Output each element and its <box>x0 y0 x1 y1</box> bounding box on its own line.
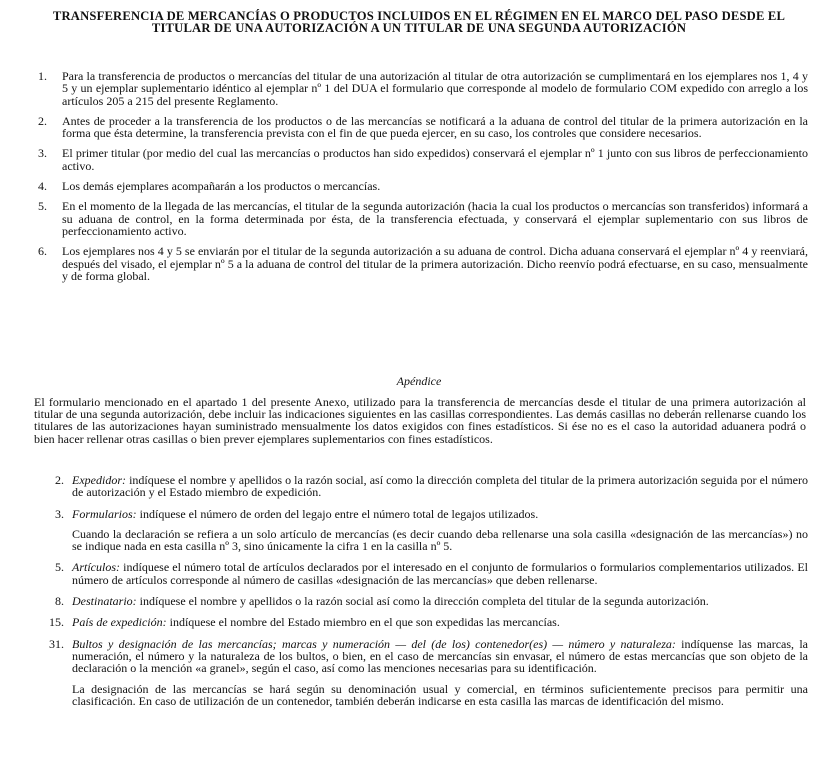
list-item <box>38 245 808 282</box>
item-text: Los demás ejemplares acompañarán a los productos o mercancías. <box>62 179 381 194</box>
appendix-heading: Apéndice <box>396 374 442 388</box>
appendix-item-body <box>72 474 808 499</box>
appendix-item-body <box>72 561 808 586</box>
item-text: El primer titular (por medio del cual las mercancías o productos han sido expedidos) conservará el ejemplar nº 1 junto con sus libros de perfeccionamiento activo. <box>62 146 808 173</box>
item-text: Los ejemplares nos 4 y 5 se enviarán por el titular de la segunda autorización a su aduana de control. Dicha aduana conservará el ejemplar nº 4 y reenviará, después del visado, el ejemplar nº 5 a la aduana de control del titular de la primera autorización. Dicho reenvío podrá efectuarse, en su caso, mensualmente y de forma global. <box>62 244 808 283</box>
appendix-item-body <box>72 638 808 675</box>
appendix-item <box>36 561 808 586</box>
appendix-item-body <box>72 508 808 520</box>
box-text: indíquese el nombre y apellidos o la razón social, así como la dirección completa del titular de la primera autorización seguida por el número de autorización y el Estado miembro de expedición. <box>72 473 808 500</box>
box-number: 2. <box>55 473 64 487</box>
box-label: Formularios: <box>72 506 137 521</box>
box-number: 5. <box>55 560 64 575</box>
box-label: Destinatario: <box>72 594 137 609</box>
list-item <box>38 180 808 192</box>
box-number: 3. <box>55 506 64 521</box>
item-number: 1. <box>38 69 47 83</box>
appendix-item-body <box>72 595 808 607</box>
appendix-item <box>36 595 808 607</box>
box-extra-text: Cuando la declaración se refiera a un solo artículo de mercancías (es decir cuando deba rellenarse una sola casilla «designación de las mercancías») no se indique nada en esta casilla nº 3, sino únicamente la cifra 1 en la casilla nº 5. <box>72 526 808 554</box>
box-number: 31. <box>49 636 64 651</box>
list-item <box>38 200 808 237</box>
box-text: indíquese el nombre del Estado miembro en el que son expedidas las mercancías. <box>166 615 560 630</box>
box-label: Artículos: <box>72 560 120 575</box>
numbered-list <box>38 70 808 282</box>
box-extra-text: La designación de las mercancías se hará según su denominación usual y comercial, en términos suficientemente precisos para permitir una clasificación. En caso de utilización de un contenedor, también deberán indicarse en esta casilla las marcas de identificación del mismo. <box>72 681 808 708</box>
box-label: País de expedición: <box>72 615 167 630</box>
appendix-item-body <box>72 616 808 628</box>
item-text: En el momento de la llegada de las mercancías, el titular de la segunda autorización (hacia la cual los productos o mercancías son transferidos) informará a su aduana de control, en la forma determinada por ésta, de la transferencia efectuada, y conservará el ejemplar suplementario con sus libros de perfeccionamiento activo. <box>62 199 808 238</box>
appendix-intro: El formulario mencionado en el apartado 1 del presente Anexo, utilizado para la transferencia de mercancías desde el titular de una primera autorización al titular de una segunda autorización, debe incluir las indicaciones siguientes en las casillas correspondientes. Las demás casillas no deberán rellenarse cuando los titulares de las autorizaciones hayan suministrado mensualmente los datos exigidos con fines estadísticos. Si ése no es el caso la autoridad aduanera podrá o bien hacer rellenar otras casillas o bien prever ejemplares suplementarios con fines estadísticos. <box>34 395 806 446</box>
appendix-item <box>36 616 808 628</box>
appendix-item <box>36 508 808 553</box>
item-number: 5. <box>38 199 47 214</box>
box-label: Expedidor: <box>72 473 126 487</box>
list-item <box>38 147 808 172</box>
list-item <box>38 70 808 107</box>
list-item <box>38 115 808 140</box>
box-text: indíquese el número de orden del legajo entre el número total de legajos utilizados. <box>136 506 539 521</box>
box-label: Bultos y designación de las mercancías; marcas y numeración — del (de los) contenedor(es) — número y naturaleza: <box>72 636 676 651</box>
box-text: indíquense las marcas, la numeración, el número y la naturaleza de los bultos, o bien, en el caso de mercancías sin envasar, el número de estas mercancías que son objeto de la declaración o la mención «a granel», según el caso, así como las menciones necesarias para su identificación. <box>72 636 808 676</box>
box-number: 8. <box>55 594 64 609</box>
box-number: 15. <box>49 615 64 630</box>
box-text: indíquese el número total de artículos declarados por el interesado en el conjunto de formularios o formularios complementarios utilizados. El número de artículos corresponde al número de casillas «designación de las mercancías» que deben rellenarse. <box>72 560 808 587</box>
item-text: Antes de proceder a la transferencia de los productos o de las mercancías se notificará a la aduana de control del titular de la primera autorización en la forma que ésta determine, la transferencia prevista con el fin de que pueda ejercer, en su caso, los controles que considere necesarios. <box>62 113 808 141</box>
appendix-list <box>36 474 808 707</box>
box-text: indíquese el nombre y apellidos o la razón social así como la dirección completa del titular de la segunda autorización. <box>136 594 709 609</box>
item-number: 3. <box>38 146 47 161</box>
document-title: TRANSFERENCIA DE MERCANCÍAS O PRODUCTOS INCLUIDOS EN EL RÉGIMEN EN EL MARCO DEL PASO DESDE EL TITULAR DE UNA AUTORIZACIÓN A UN TITULAR DE UNA SEGUNDA AUTORIZACIÓN <box>52 9 786 35</box>
appendix-item <box>36 474 808 499</box>
item-text: Para la transferencia de productos o mercancías del titular de una autorización al titular de otra autorización se cumplimentará en los ejemplares nos 1, 4 y 5 y un ejemplar suplementario idéntico al ejemplar nº 1 del DUA el formulario que corresponde al modelo de formulario COM expedido con arreglo a los artículos 205 a 215 del presente Reglamento. <box>62 69 808 108</box>
item-number: 4. <box>38 179 47 194</box>
item-number: 6. <box>38 244 47 259</box>
item-number: 2. <box>38 113 47 128</box>
appendix-item <box>36 638 808 707</box>
